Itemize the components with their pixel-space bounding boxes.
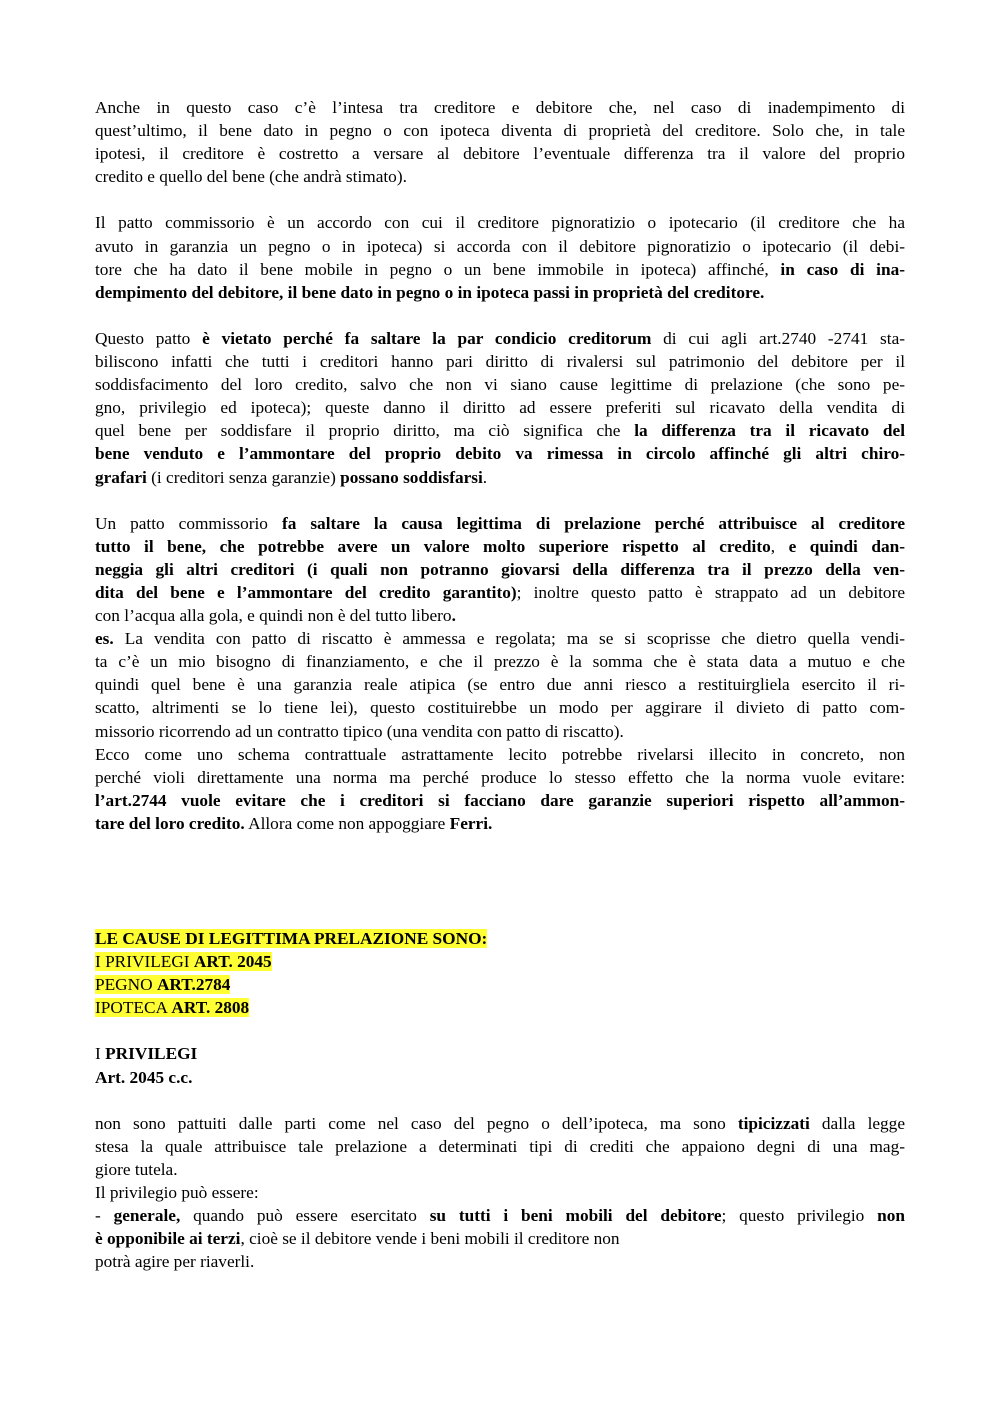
text-run: Allora come non appoggiare	[244, 813, 450, 833]
text-run: tore che ha dato il bene mobile in pegno o un bene immobile in ipoteca) affinché,	[95, 259, 781, 279]
text-run: perché violi direttamente una norma ma perché produce lo stesso effetto che la norma vuole evitare:	[95, 767, 905, 787]
text-line	[95, 419, 905, 442]
bold-text-run: è vietato perché fa saltare la par condicio creditorum	[202, 328, 652, 348]
text-run: ; inoltre questo patto è strappato ad un debitore	[516, 582, 905, 602]
text-run: quest’ultimo, il bene dato in pegno o con ipoteca diventa di proprietà del creditore. Solo che, in tale	[95, 121, 905, 141]
text-run: PEGNO	[95, 975, 157, 995]
text-run: ta c’è un mio bisogno di finanziamento, e che il prezzo è la somma che è stata data a mutuo e che	[95, 652, 905, 672]
text-run: (i creditori senza garanzie)	[146, 467, 341, 487]
text-run: credito e quello del bene (che andrà stimato).	[95, 167, 407, 187]
text-run: Il patto commissorio è un accordo con cui il creditore pignoratizio o ipotecario (il creditore che ha	[95, 213, 905, 233]
bold-text-run: tutto il bene, che potrebbe avere un valore molto superiore rispetto al credito	[95, 536, 771, 556]
bold-text-run: grafari	[95, 467, 147, 487]
text-line	[95, 650, 905, 673]
text-run: quando può essere esercitato	[180, 1206, 430, 1226]
text-line	[95, 789, 905, 812]
text-line	[95, 812, 905, 835]
text-run: avuto in garanzia un pegno o in ipoteca) si accorda con il debitore pignoratizio o ipotecario (il debi-	[95, 236, 905, 256]
text-run: ,	[770, 536, 789, 556]
text-line	[95, 558, 905, 581]
text-line	[95, 142, 905, 165]
text-line	[95, 535, 905, 558]
text-line	[95, 720, 905, 743]
text-run: Questo patto	[95, 328, 203, 348]
text-run: di cui agli art.2740 -2741 sta-	[651, 328, 905, 348]
text-line	[95, 604, 905, 627]
text-run: dalla legge	[809, 1113, 905, 1133]
text-run: biliscono infatti che tutti i creditori hanno pari diritto di rivalersi sul patrimonio del debitore per il	[95, 352, 905, 372]
text-line	[95, 766, 905, 789]
text-line	[95, 673, 905, 696]
text-line	[95, 466, 905, 489]
text-run: non sono pattuiti dalle parti come nel caso del pegno o dell’ipoteca, ma sono	[95, 1113, 738, 1133]
text-line	[95, 258, 905, 281]
bold-text-run: la differenza tra il ricavato del	[634, 421, 905, 441]
text-line	[95, 350, 905, 373]
highlighted-text	[95, 929, 487, 948]
text-line	[95, 996, 905, 1019]
text-line	[95, 512, 905, 535]
section-heading-privilegi	[95, 1042, 905, 1088]
text-run: , cioè se il debitore vende i beni mobili il creditore non	[240, 1229, 620, 1249]
text-line	[95, 973, 905, 996]
text-run: .	[482, 467, 488, 487]
text-line	[95, 119, 905, 142]
highlighted-text	[95, 998, 249, 1017]
bold-text-run: ART. 2045	[193, 952, 272, 972]
paragraph-patto-commissorio	[95, 211, 905, 303]
text-line	[95, 396, 905, 419]
text-line	[95, 281, 905, 304]
bold-text-run: l’art.2744 vuole evitare che i creditori si facciano dare garanzie superiori rispetto all’ammon-	[95, 790, 905, 810]
bold-text-run: non	[877, 1206, 905, 1226]
text-line	[95, 1250, 905, 1273]
bold-text-run: è opponibile ai terzi	[95, 1229, 241, 1249]
text-line	[95, 165, 905, 188]
text-line	[95, 1158, 905, 1181]
paragraph-par-condicio	[95, 327, 905, 489]
text-line	[95, 235, 905, 258]
bold-text-run: LE CAUSE DI LEGITTIMA PRELAZIONE SONO:	[95, 929, 488, 948]
text-line	[95, 1135, 905, 1158]
highlighted-text	[95, 975, 230, 994]
bold-text-run: e quindi dan-	[788, 536, 906, 556]
text-run: ipotesi, il creditore è costretto a versare al debitore l’eventuale differenza tra il valore del proprio	[95, 144, 905, 164]
text-run: con l’acqua alla gola, e quindi non è del tutto libero	[95, 606, 452, 626]
text-line	[95, 1112, 905, 1135]
text-line	[95, 950, 905, 973]
text-line	[95, 442, 905, 465]
bold-text-run: in caso di ina-	[780, 259, 905, 279]
text-line	[95, 327, 905, 350]
text-run: quel bene per soddisfare il proprio diritto, ma ciò significa che	[95, 421, 635, 441]
bold-text-run: PRIVILEGI	[105, 1044, 198, 1064]
highlighted-text	[95, 952, 272, 971]
bold-text-run: es.	[95, 629, 114, 649]
text-run: Anche in questo caso c’è l’intesa tra creditore e debitore che, nel caso di inadempimento di	[95, 98, 905, 117]
bold-text-run: Art. 2045 c.c.	[95, 1067, 193, 1087]
bold-text-run: tare del loro credito.	[95, 813, 245, 833]
bold-text-run: .	[451, 606, 456, 626]
bold-text-run: dita del bene e l’ammontare del credito garantito)	[95, 582, 517, 602]
text-line	[95, 211, 905, 234]
text-run: IPOTECA	[95, 998, 172, 1018]
text-line	[95, 696, 905, 719]
text-run: stesa la quale attribuisce tale prelazione a determinati tipi di crediti che appaiono degni di una mag-	[95, 1136, 905, 1156]
paragraph-inadempimento	[95, 96, 905, 188]
text-line	[95, 1227, 905, 1250]
document-page	[95, 96, 905, 1273]
bold-text-run: possano soddisfarsi	[340, 467, 483, 487]
text-run: scatto, altrimenti se lo tiene lei), questo costituirebbe un modo per aggirare il divieto di patto com-	[95, 698, 905, 718]
bold-text-run: ART. 2808	[171, 998, 250, 1018]
text-run: potrà agire per riaverli.	[95, 1252, 255, 1272]
text-run: La vendita con patto di riscatto è ammessa e regolata; ma se si scoprisse che dietro quella vendi-	[113, 629, 905, 649]
bold-text-run: ART.2784	[156, 975, 231, 995]
bold-text-run: tipicizzati	[737, 1113, 810, 1133]
text-line	[95, 1042, 905, 1065]
paragraph-privilegi	[95, 1112, 905, 1274]
text-line	[95, 743, 905, 766]
bold-text-run: su tutti i beni mobili del debitore	[429, 1206, 722, 1226]
text-run: Il privilegio può essere:	[95, 1183, 259, 1203]
bold-text-run: fa saltare la causa legittima di prelazione perché attribuisce al creditore	[281, 513, 905, 533]
bold-text-run: Ferri.	[449, 813, 493, 833]
text-line	[95, 1181, 905, 1204]
text-run: -	[95, 1206, 114, 1226]
text-run: ; questo privilegio	[721, 1206, 878, 1226]
highlighted-causes-list	[95, 927, 905, 1019]
text-run: I PRIVILEGI	[95, 952, 194, 972]
text-run: gno, privilegio ed ipoteca); queste danno il diritto ad essere preferiti sul ricavato della vendita di	[95, 398, 905, 418]
text-line	[95, 581, 905, 604]
text-run: missorio ricorrendo ad un contratto tipico (una vendita con patto di riscatto).	[95, 721, 624, 741]
bold-text-run: neggia gli altri creditori (i quali non potranno giovarsi della differenza tra il prezzo della ven-	[95, 559, 905, 579]
text-line	[95, 627, 905, 650]
text-run: giore tutela.	[95, 1159, 178, 1179]
text-run: Un patto commissorio	[95, 513, 282, 533]
text-line	[95, 1066, 905, 1089]
text-line	[95, 96, 905, 119]
bold-text-run: generale,	[113, 1206, 181, 1226]
paragraph-causa-legittima	[95, 512, 905, 835]
text-line	[95, 373, 905, 396]
bold-text-run: dempimento del debitore, il bene dato in pegno o in ipoteca passi in proprietà del creditore.	[95, 282, 765, 302]
text-run: quindi quel bene è una garanzia reale atipica (se entro due anni riesco a restituirgliela esercito il ri-	[95, 675, 905, 695]
text-line	[95, 927, 905, 950]
text-run: soddisfacimento del loro credito, salvo che non vi siano cause legittime di prelazione (che sono pe-	[95, 375, 905, 395]
text-run: I	[95, 1044, 106, 1064]
text-run: Ecco come uno schema contrattuale astrattamente lecito potrebbe rivelarsi illecito in concreto, non	[95, 744, 905, 764]
bold-text-run: bene venduto e l’ammontare del proprio debito va rimessa in circolo affinché gli altri chiro-	[95, 444, 905, 464]
text-line	[95, 1204, 905, 1227]
